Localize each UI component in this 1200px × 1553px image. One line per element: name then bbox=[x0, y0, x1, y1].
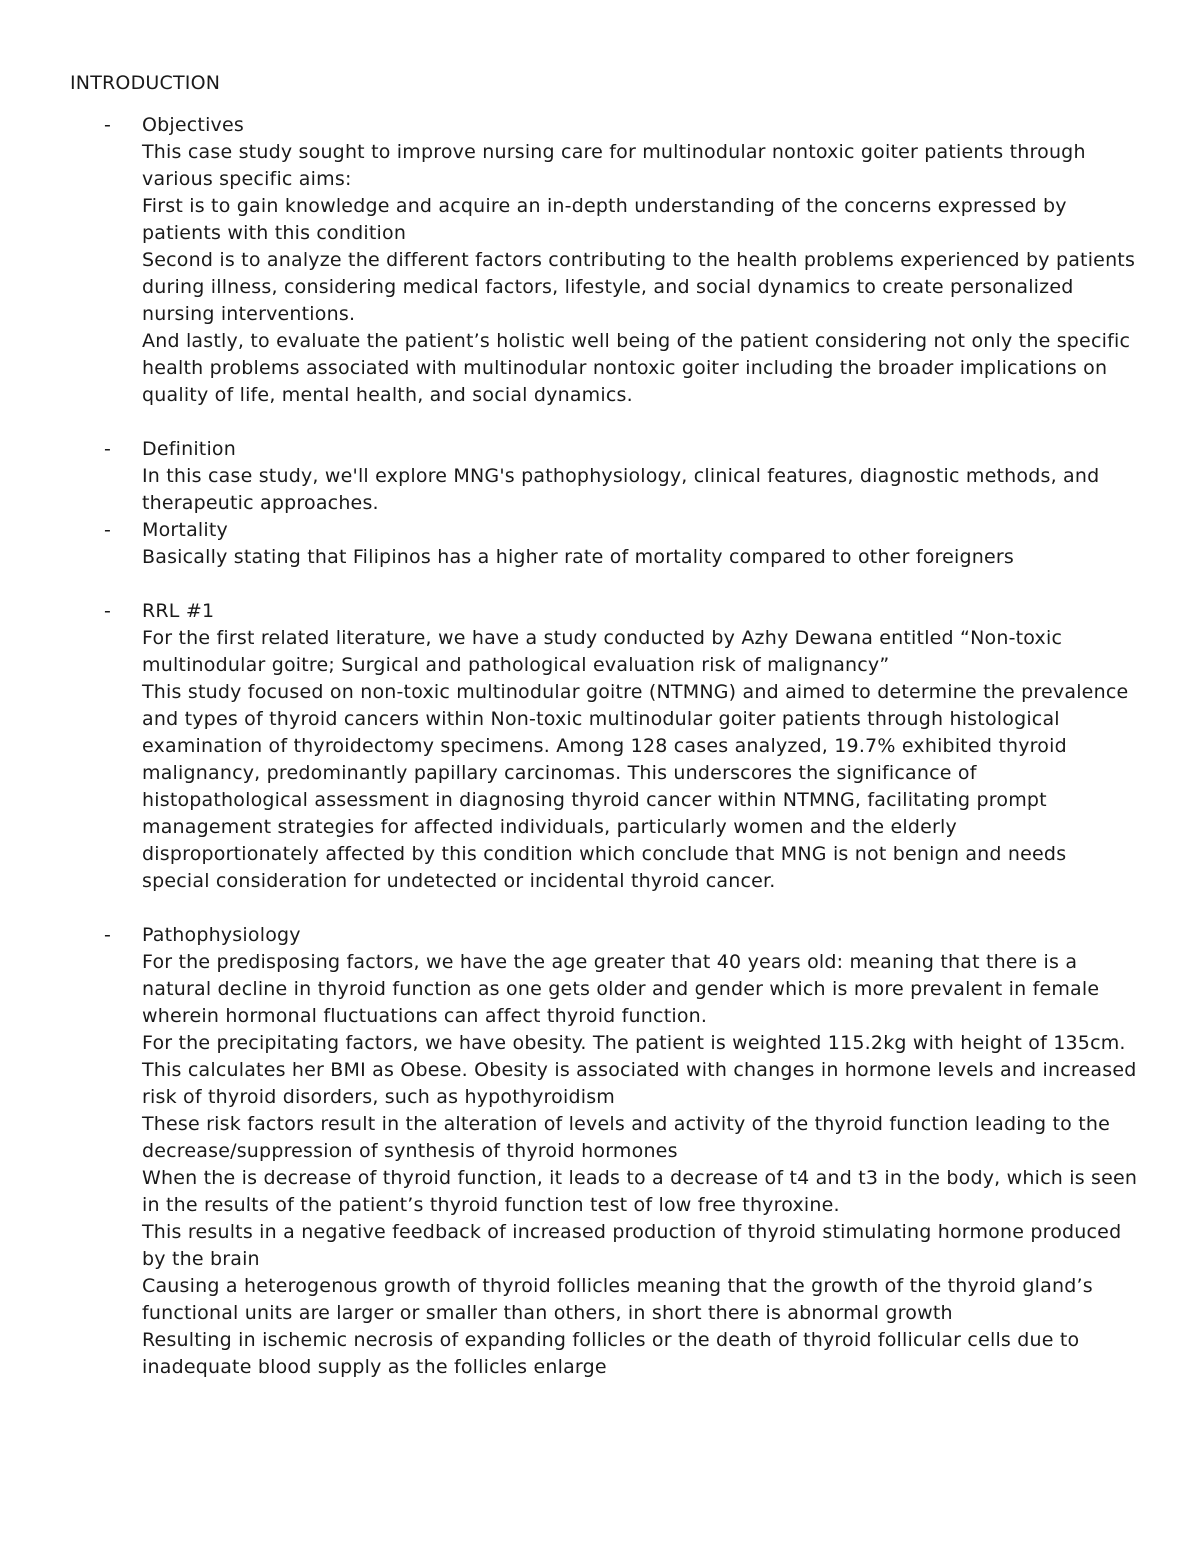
section-list bbox=[0, 112, 1200, 1381]
bullet-dash: - bbox=[104, 924, 111, 946]
section-paragraph: For the precipitating factors, we have obesity. The patient is weighted 115.2kg with height of 135cm. This calculates her BMI as Obese. Obesity is associated with changes in hormone levels and increased risk of thyroid disorders, such as hypothyroidism bbox=[142, 1032, 1137, 1108]
section-paragraph: In this case study, we'll explore MNG's pathophysiology, clinical features, diagnostic methods, and therapeutic approaches. bbox=[142, 465, 1100, 514]
bullet-dash: - bbox=[104, 600, 111, 622]
section-mortality bbox=[0, 517, 1200, 571]
section-paragraph: These risk factors result in the alteration of levels and activity of the thyroid function leading to the decrease/suppression of synthesis of thyroid hormones bbox=[142, 1113, 1111, 1162]
document-title: INTRODUCTION bbox=[70, 72, 221, 94]
section-heading: Pathophysiology bbox=[142, 924, 301, 946]
section-paragraph: Causing a heterogenous growth of thyroid follicles meaning that the growth of the thyroid gland’s functional units are larger or smaller than others, in short there is abnormal growth bbox=[142, 1275, 1093, 1324]
bullet-dash: - bbox=[104, 519, 111, 541]
section-heading: Objectives bbox=[142, 114, 244, 136]
section-objectives bbox=[0, 112, 1200, 409]
section-paragraph: This study focused on non-toxic multinodular goitre (NTMNG) and aimed to determine the prevalence and types of thyroid cancers within Non-toxic multinodular goiter patients through histological examination of thyroidectomy specimens. Among 128 cases analyzed, 19.7% exhibited thyroid malignancy, predominantly papillary carcinomas. This underscores the significance of histopathological assessment in diagnosing thyroid cancer within NTMNG, facilitating prompt management strategies for affected individuals, particularly women and the elderly disproportionately affected by this condition which conclude that MNG is not benign and needs special consideration for undetected or incidental thyroid cancer. bbox=[142, 681, 1129, 892]
section-paragraph: And lastly, to evaluate the patient’s holistic well being of the patient considering not only the specific health problems associated with multinodular nontoxic goiter including the broader implications on quality of life, mental health, and social dynamics. bbox=[142, 330, 1131, 406]
section-heading: Mortality bbox=[142, 519, 228, 541]
section-paragraph: Second is to analyze the different factors contributing to the health problems experienced by patients during illness, considering medical factors, lifestyle, and social dynamics to create personalized nursing interventions. bbox=[142, 249, 1136, 325]
section-paragraph: For the predisposing factors, we have the age greater that 40 years old: meaning that there is a natural decline in thyroid function as one gets older and gender which is more prevalent in female wherein hormonal fluctuations can affect thyroid function. bbox=[142, 951, 1100, 1027]
section-pathophysiology bbox=[0, 922, 1200, 1381]
bullet-dash: - bbox=[104, 114, 111, 136]
section-paragraph: When the is decrease of thyroid function, it leads to a decrease of t4 and t3 in the body, which is seen in the results of the patient’s thyroid function test of low free thyroxine. bbox=[142, 1167, 1138, 1216]
section-heading: RRL #1 bbox=[142, 600, 215, 622]
section-rrl bbox=[0, 598, 1200, 895]
section-definition bbox=[0, 436, 1200, 517]
section-heading: Definition bbox=[142, 438, 237, 460]
section-paragraph: This results in a negative feedback of increased production of thyroid stimulating hormone produced by the brain bbox=[142, 1221, 1122, 1270]
section-paragraph: First is to gain knowledge and acquire an in-depth understanding of the concerns expressed by patients with this condition bbox=[142, 195, 1067, 244]
bullet-dash: - bbox=[104, 438, 111, 460]
section-paragraph: Resulting in ischemic necrosis of expanding follicles or the death of thyroid follicular cells due to inadequate blood supply as the follicles enlarge bbox=[142, 1329, 1080, 1378]
section-paragraph: For the first related literature, we have a study conducted by Azhy Dewana entitled “Non-toxic multinodular goitre; Surgical and pathological evaluation risk of malignancy” bbox=[142, 627, 1063, 676]
section-paragraph: Basically stating that Filipinos has a higher rate of mortality compared to other foreigners bbox=[142, 546, 1014, 568]
section-paragraph: This case study sought to improve nursing care for multinodular nontoxic goiter patients through various specific aims: bbox=[142, 141, 1086, 190]
